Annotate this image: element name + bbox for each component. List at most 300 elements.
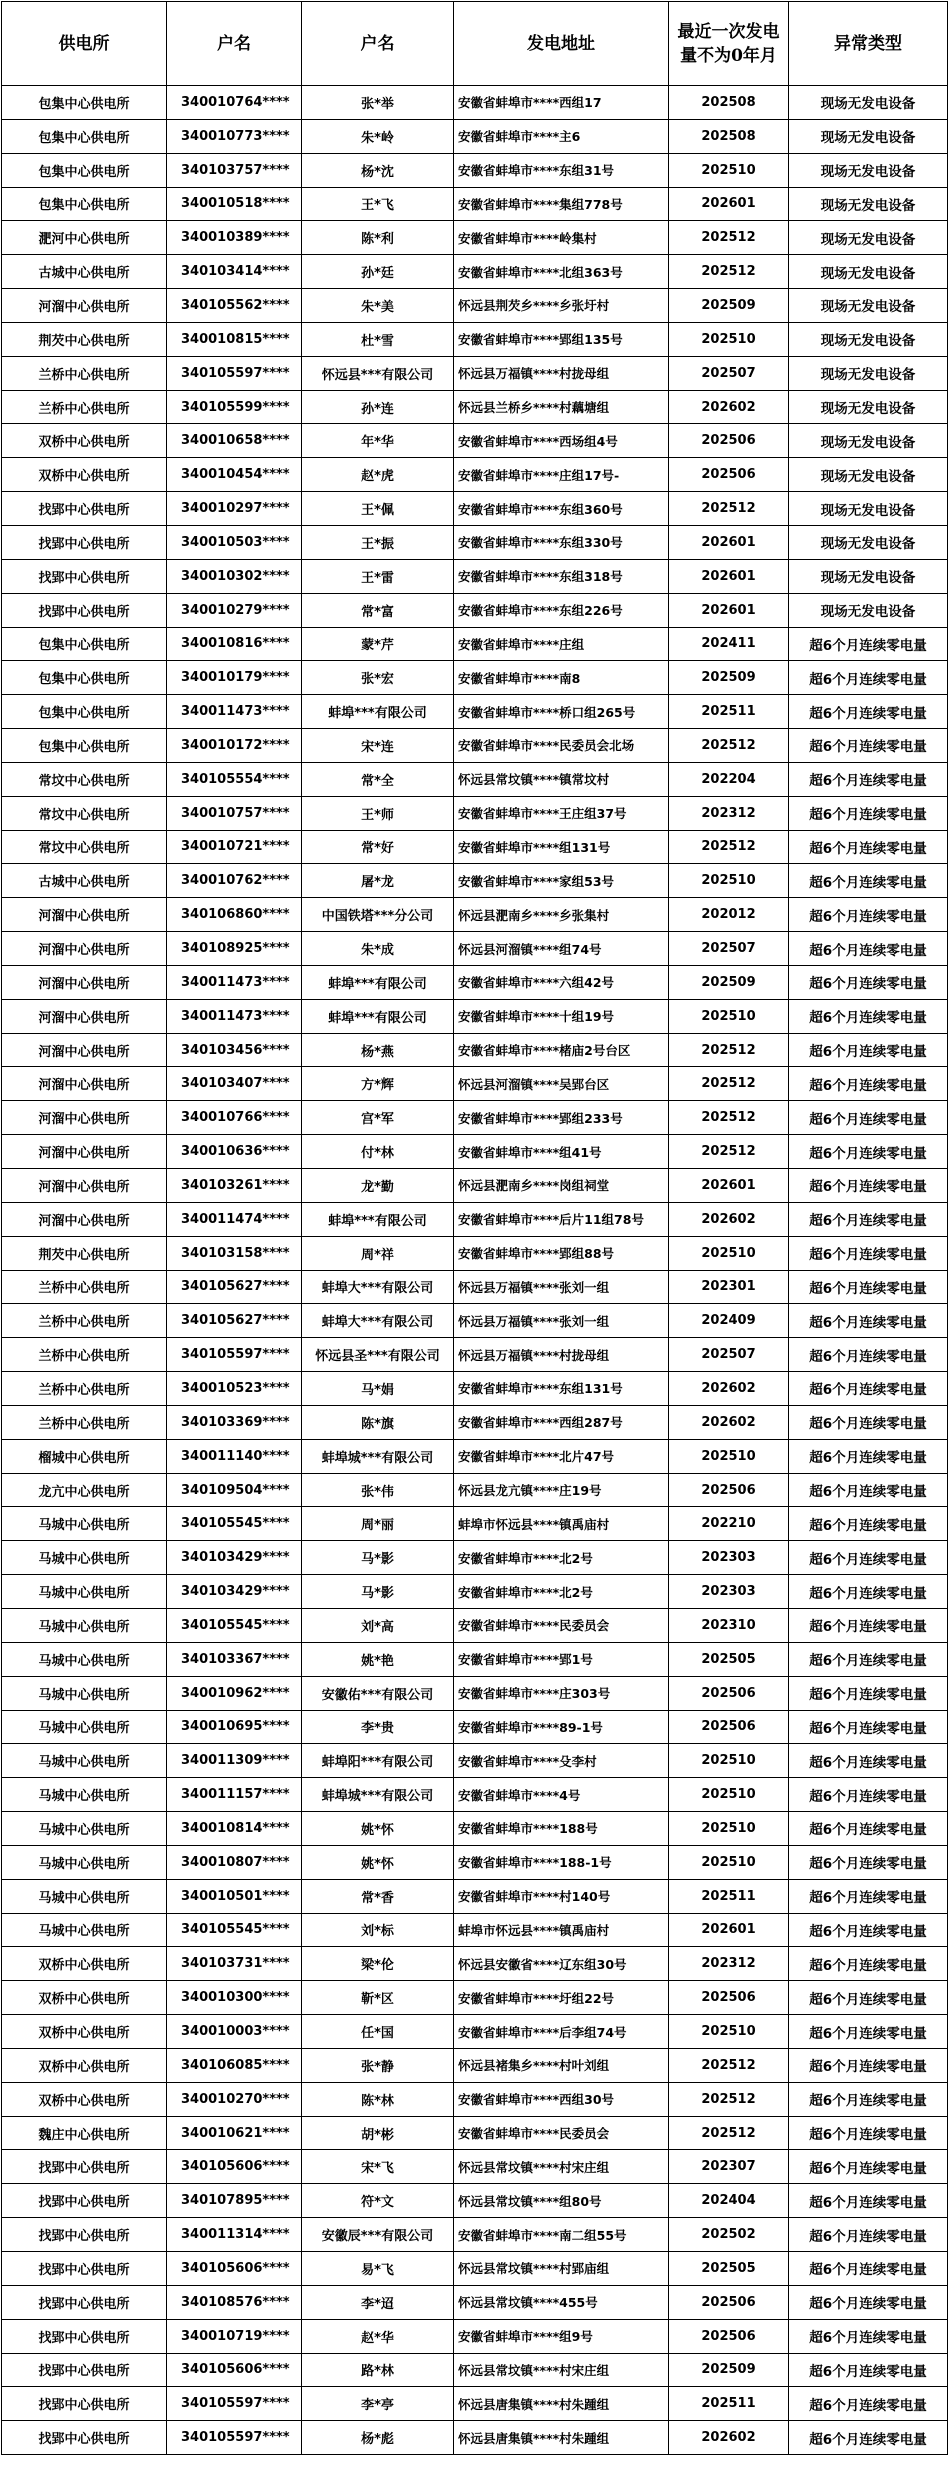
cell-anomaly-type: 现场无发电设备 (789, 559, 948, 593)
cell-generation-address: 安徽省蚌埠市****东组226号 (454, 593, 669, 627)
cell-account-number: 340011140**** (167, 1439, 302, 1473)
cell-anomaly-type: 超6个月连续零电量 (789, 1270, 948, 1304)
table-row (2, 1169, 948, 1203)
cell-supply-station: 马城中心供电所 (2, 1778, 167, 1812)
header-last-nonzero-month: 最近一次发电量不为0年月 (669, 2, 789, 86)
cell-generation-address: 安徽省蚌埠市****东组31号 (454, 153, 669, 187)
table-row (2, 525, 948, 559)
cell-account-name: 年*华 (302, 424, 454, 458)
cell-account-number: 340010815**** (167, 322, 302, 356)
cell-account-name: 李*迢 (302, 2285, 454, 2319)
cell-generation-address: 安徽省蚌埠市****东组131号 (454, 1372, 669, 1406)
cell-anomaly-type: 超6个月连续零电量 (789, 1202, 948, 1236)
table-row (2, 1439, 948, 1473)
cell-last-nonzero-month: 202512 (669, 2082, 789, 2116)
cell-account-name: 陈*旗 (302, 1405, 454, 1439)
table-row (2, 424, 948, 458)
cell-generation-address: 安徽省蚌埠市****主6 (454, 119, 669, 153)
cell-supply-station: 双桥中心供电所 (2, 2082, 167, 2116)
cell-last-nonzero-month: 202511 (669, 695, 789, 729)
cell-supply-station: 双桥中心供电所 (2, 2015, 167, 2049)
table-row (2, 356, 948, 390)
cell-last-nonzero-month: 202505 (669, 2252, 789, 2286)
table-row (2, 2353, 948, 2387)
cell-last-nonzero-month: 202512 (669, 221, 789, 255)
cell-generation-address: 怀远县常坟镇****村宋庄组 (454, 2150, 669, 2184)
cell-supply-station: 兰桥中心供电所 (2, 1372, 167, 1406)
cell-supply-station: 马城中心供电所 (2, 1710, 167, 1744)
table-row (2, 1338, 948, 1372)
header-supply-station: 供电所 (2, 2, 167, 86)
cell-anomaly-type: 现场无发电设备 (789, 424, 948, 458)
cell-account-number: 340105627**** (167, 1304, 302, 1338)
cell-supply-station: 常坟中心供电所 (2, 830, 167, 864)
cell-last-nonzero-month: 202510 (669, 1778, 789, 1812)
cell-generation-address: 怀远县兰桥乡****村藕塘组 (454, 390, 669, 424)
cell-supply-station: 马城中心供电所 (2, 1507, 167, 1541)
cell-last-nonzero-month: 202509 (669, 289, 789, 323)
table-row (2, 2285, 948, 2319)
cell-last-nonzero-month: 202510 (669, 999, 789, 1033)
cell-account-name: 李*亭 (302, 2387, 454, 2421)
cell-account-number: 340010003**** (167, 2015, 302, 2049)
cell-anomaly-type: 超6个月连续零电量 (789, 695, 948, 729)
cell-generation-address: 安徽省蚌埠市****后李组74号 (454, 2015, 669, 2049)
cell-generation-address: 安徽省蚌埠市****北片47号 (454, 1439, 669, 1473)
cell-last-nonzero-month: 202512 (669, 1067, 789, 1101)
cell-supply-station: 包集中心供电所 (2, 119, 167, 153)
table-row (2, 2184, 948, 2218)
cell-generation-address: 安徽省蚌埠市****集组778号 (454, 187, 669, 221)
cell-supply-station: 包集中心供电所 (2, 729, 167, 763)
table-row (2, 1642, 948, 1676)
table-row (2, 695, 948, 729)
cell-last-nonzero-month: 202601 (669, 525, 789, 559)
cell-account-number: 340103414**** (167, 255, 302, 289)
anomaly-table (1, 1, 948, 2455)
cell-account-number: 340010621**** (167, 2116, 302, 2150)
cell-last-nonzero-month: 202512 (669, 1135, 789, 1169)
cell-account-number: 340107895**** (167, 2184, 302, 2218)
cell-supply-station: 找郢中心供电所 (2, 2353, 167, 2387)
cell-account-name: 周*祥 (302, 1236, 454, 1270)
cell-supply-station: 兰桥中心供电所 (2, 356, 167, 390)
cell-generation-address: 怀远县河溜镇****吴郢台区 (454, 1067, 669, 1101)
cell-account-number: 340011314**** (167, 2218, 302, 2252)
cell-account-name: 杨*燕 (302, 1033, 454, 1067)
cell-generation-address: 安徽省蚌埠市****民委员会 (454, 1608, 669, 1642)
cell-generation-address: 怀远县常坟镇****镇常坟村 (454, 762, 669, 796)
table-row (2, 289, 948, 323)
cell-generation-address: 安徽省蚌埠市****家组53号 (454, 864, 669, 898)
cell-account-name: 常*全 (302, 762, 454, 796)
cell-account-number: 340010807**** (167, 1845, 302, 1879)
cell-supply-station: 河溜中心供电所 (2, 1033, 167, 1067)
cell-supply-station: 荆芡中心供电所 (2, 1236, 167, 1270)
cell-supply-station: 马城中心供电所 (2, 1845, 167, 1879)
cell-anomaly-type: 超6个月连续零电量 (789, 661, 948, 695)
cell-supply-station: 河溜中心供电所 (2, 1101, 167, 1135)
cell-account-number: 340105545**** (167, 1913, 302, 1947)
cell-last-nonzero-month: 202601 (669, 593, 789, 627)
cell-account-name: 周*丽 (302, 1507, 454, 1541)
cell-account-number: 340010302**** (167, 559, 302, 593)
cell-generation-address: 安徽省蚌埠市****188-1号 (454, 1845, 669, 1879)
cell-generation-address: 怀远县安徽省****辽东组30号 (454, 1947, 669, 1981)
cell-anomaly-type: 超6个月连续零电量 (789, 1169, 948, 1203)
cell-last-nonzero-month: 202502 (669, 2218, 789, 2252)
cell-anomaly-type: 现场无发电设备 (789, 593, 948, 627)
cell-account-name: 屠*龙 (302, 864, 454, 898)
cell-generation-address: 怀远县万福镇****村拢母组 (454, 1338, 669, 1372)
cell-last-nonzero-month: 202507 (669, 932, 789, 966)
cell-account-number: 340105606**** (167, 2252, 302, 2286)
cell-anomaly-type: 超6个月连续零电量 (789, 1473, 948, 1507)
cell-anomaly-type: 超6个月连续零电量 (789, 1879, 948, 1913)
cell-last-nonzero-month: 202404 (669, 2184, 789, 2218)
cell-anomaly-type: 超6个月连续零电量 (789, 1778, 948, 1812)
cell-last-nonzero-month: 202510 (669, 1236, 789, 1270)
cell-supply-station: 河溜中心供电所 (2, 1067, 167, 1101)
cell-account-name: 蚌埠***有限公司 (302, 999, 454, 1033)
cell-anomaly-type: 超6个月连续零电量 (789, 864, 948, 898)
cell-anomaly-type: 现场无发电设备 (789, 119, 948, 153)
cell-last-nonzero-month: 202512 (669, 1101, 789, 1135)
cell-account-number: 340010179**** (167, 661, 302, 695)
cell-anomaly-type: 超6个月连续零电量 (789, 2285, 948, 2319)
cell-supply-station: 马城中心供电所 (2, 1879, 167, 1913)
cell-generation-address: 安徽省蚌埠市****北2号 (454, 1541, 669, 1575)
cell-account-number: 340105597**** (167, 1338, 302, 1372)
cell-account-name: 朱*美 (302, 289, 454, 323)
cell-supply-station: 河溜中心供电所 (2, 1202, 167, 1236)
cell-supply-station: 找郢中心供电所 (2, 2421, 167, 2455)
cell-generation-address: 怀远县万福镇****张刘一组 (454, 1304, 669, 1338)
cell-generation-address: 怀远县万福镇****村拢母组 (454, 356, 669, 390)
cell-anomaly-type: 超6个月连续零电量 (789, 1676, 948, 1710)
cell-account-number: 340011473**** (167, 965, 302, 999)
cell-account-number: 340103731**** (167, 1947, 302, 1981)
cell-supply-station: 双桥中心供电所 (2, 1981, 167, 2015)
cell-supply-station: 找郢中心供电所 (2, 525, 167, 559)
cell-supply-station: 古城中心供电所 (2, 864, 167, 898)
cell-account-number: 340103429**** (167, 1575, 302, 1609)
cell-generation-address: 安徽省蚌埠市****村140号 (454, 1879, 669, 1913)
cell-account-name: 张*宏 (302, 661, 454, 695)
cell-last-nonzero-month: 202506 (669, 458, 789, 492)
cell-account-number: 340010523**** (167, 1372, 302, 1406)
cell-generation-address: 安徽省蚌埠市****桥口组265号 (454, 695, 669, 729)
cell-supply-station: 河溜中心供电所 (2, 965, 167, 999)
cell-supply-station: 双桥中心供电所 (2, 2048, 167, 2082)
cell-anomaly-type: 超6个月连续零电量 (789, 627, 948, 661)
cell-last-nonzero-month: 202411 (669, 627, 789, 661)
cell-supply-station: 马城中心供电所 (2, 1744, 167, 1778)
cell-supply-station: 常坟中心供电所 (2, 762, 167, 796)
cell-last-nonzero-month: 202602 (669, 2421, 789, 2455)
table-row (2, 627, 948, 661)
table-row (2, 796, 948, 830)
cell-supply-station: 兰桥中心供电所 (2, 1270, 167, 1304)
header-anomaly-type: 异常类型 (789, 2, 948, 86)
cell-last-nonzero-month: 202210 (669, 1507, 789, 1541)
cell-last-nonzero-month: 202510 (669, 2015, 789, 2049)
table-row (2, 2082, 948, 2116)
cell-account-name: 蚌埠***有限公司 (302, 965, 454, 999)
cell-anomaly-type: 超6个月连续零电量 (789, 1338, 948, 1372)
cell-last-nonzero-month: 202507 (669, 1338, 789, 1372)
cell-generation-address: 蚌埠市怀远县****镇禹庙村 (454, 1913, 669, 1947)
cell-account-name: 符*文 (302, 2184, 454, 2218)
table-row (2, 1676, 948, 1710)
cell-account-number: 340011157**** (167, 1778, 302, 1812)
cell-anomaly-type: 超6个月连续零电量 (789, 1913, 948, 1947)
cell-account-name: 马*影 (302, 1541, 454, 1575)
cell-account-name: 朱*岭 (302, 119, 454, 153)
cell-anomaly-type: 超6个月连续零电量 (789, 2218, 948, 2252)
table-row (2, 729, 948, 763)
cell-supply-station: 马城中心供电所 (2, 1676, 167, 1710)
cell-last-nonzero-month: 202601 (669, 1913, 789, 1947)
cell-account-name: 宫*军 (302, 1101, 454, 1135)
header-account-name: 户名 (302, 2, 454, 86)
cell-account-name: 马*娟 (302, 1372, 454, 1406)
cell-supply-station: 找郢中心供电所 (2, 2285, 167, 2319)
cell-last-nonzero-month: 202303 (669, 1575, 789, 1609)
cell-supply-station: 河溜中心供电所 (2, 1135, 167, 1169)
cell-anomaly-type: 现场无发电设备 (789, 221, 948, 255)
cell-account-number: 340103369**** (167, 1405, 302, 1439)
table-row (2, 898, 948, 932)
cell-supply-station: 找郢中心供电所 (2, 492, 167, 526)
cell-account-name: 常*好 (302, 830, 454, 864)
cell-last-nonzero-month: 202512 (669, 2116, 789, 2150)
cell-account-name: 安徽佑***有限公司 (302, 1676, 454, 1710)
cell-last-nonzero-month: 202512 (669, 492, 789, 526)
cell-last-nonzero-month: 202312 (669, 796, 789, 830)
cell-generation-address: 安徽省蚌埠市****庄组 (454, 627, 669, 661)
cell-supply-station: 找郢中心供电所 (2, 2319, 167, 2353)
table-row (2, 2048, 948, 2082)
cell-last-nonzero-month: 202601 (669, 1169, 789, 1203)
cell-generation-address: 安徽省蚌埠市****组131号 (454, 830, 669, 864)
cell-supply-station: 找郢中心供电所 (2, 559, 167, 593)
cell-last-nonzero-month: 202506 (669, 424, 789, 458)
cell-anomaly-type: 超6个月连续零电量 (789, 2082, 948, 2116)
cell-generation-address: 怀远县河溜镇****组74号 (454, 932, 669, 966)
cell-supply-station: 兰桥中心供电所 (2, 390, 167, 424)
cell-anomaly-type: 现场无发电设备 (789, 153, 948, 187)
cell-account-name: 姚*怀 (302, 1845, 454, 1879)
cell-generation-address: 安徽省蚌埠市****89-1号 (454, 1710, 669, 1744)
table-row (2, 1575, 948, 1609)
cell-account-name: 蚌埠大***有限公司 (302, 1270, 454, 1304)
table-row (2, 965, 948, 999)
cell-last-nonzero-month: 202512 (669, 729, 789, 763)
cell-anomaly-type: 超6个月连续零电量 (789, 2184, 948, 2218)
table-row (2, 1608, 948, 1642)
cell-supply-station: 魏庄中心供电所 (2, 2116, 167, 2150)
cell-generation-address: 安徽省蚌埠市****郢1号 (454, 1642, 669, 1676)
cell-anomaly-type: 现场无发电设备 (789, 458, 948, 492)
cell-generation-address: 怀远县龙亢镇****庄19号 (454, 1473, 669, 1507)
cell-last-nonzero-month: 202602 (669, 1202, 789, 1236)
cell-supply-station: 河溜中心供电所 (2, 898, 167, 932)
cell-account-name: 王*师 (302, 796, 454, 830)
cell-anomaly-type: 现场无发电设备 (789, 390, 948, 424)
cell-account-number: 340010757**** (167, 796, 302, 830)
cell-account-name: 蚌埠阳***有限公司 (302, 1744, 454, 1778)
table-row (2, 153, 948, 187)
cell-account-number: 340105597**** (167, 356, 302, 390)
cell-generation-address: 蚌埠市怀远县****镇禹庙村 (454, 1507, 669, 1541)
cell-last-nonzero-month: 202312 (669, 1947, 789, 1981)
cell-last-nonzero-month: 202508 (669, 119, 789, 153)
cell-account-name: 王*佩 (302, 492, 454, 526)
cell-anomaly-type: 超6个月连续零电量 (789, 2015, 948, 2049)
cell-account-number: 340106860**** (167, 898, 302, 932)
cell-last-nonzero-month: 202602 (669, 1372, 789, 1406)
cell-anomaly-type: 超6个月连续零电量 (789, 1947, 948, 1981)
cell-account-name: 李*贵 (302, 1710, 454, 1744)
header-generation-address: 发电地址 (454, 2, 669, 86)
table-row (2, 932, 948, 966)
table-row (2, 1913, 948, 1947)
cell-anomaly-type: 超6个月连续零电量 (789, 898, 948, 932)
cell-account-name: 王*雷 (302, 559, 454, 593)
cell-generation-address: 怀远县荆芡乡****乡张圩村 (454, 289, 669, 323)
cell-account-number: 340010636**** (167, 1135, 302, 1169)
cell-account-number: 340103757**** (167, 153, 302, 187)
cell-account-name: 蚌埠大***有限公司 (302, 1304, 454, 1338)
cell-account-number: 340010270**** (167, 2082, 302, 2116)
cell-last-nonzero-month: 202510 (669, 1812, 789, 1846)
cell-anomaly-type: 超6个月连续零电量 (789, 1101, 948, 1135)
table-row (2, 661, 948, 695)
cell-generation-address: 怀远县常坟镇****455号 (454, 2285, 669, 2319)
cell-account-name: 杨*彪 (302, 2421, 454, 2455)
cell-account-name: 王*飞 (302, 187, 454, 221)
table-row (2, 187, 948, 221)
cell-supply-station: 河溜中心供电所 (2, 999, 167, 1033)
table-row (2, 1744, 948, 1778)
table-row (2, 2319, 948, 2353)
cell-anomaly-type: 超6个月连续零电量 (789, 932, 948, 966)
cell-account-name: 朱*成 (302, 932, 454, 966)
cell-generation-address: 怀远县万福镇****张刘一组 (454, 1270, 669, 1304)
table-row (2, 119, 948, 153)
cell-supply-station: 包集中心供电所 (2, 86, 167, 120)
cell-last-nonzero-month: 202510 (669, 153, 789, 187)
cell-last-nonzero-month: 202512 (669, 2048, 789, 2082)
cell-last-nonzero-month: 202512 (669, 1033, 789, 1067)
cell-generation-address: 安徽省蚌埠市****西组17 (454, 86, 669, 120)
cell-account-number: 340010695**** (167, 1710, 302, 1744)
cell-last-nonzero-month: 202204 (669, 762, 789, 796)
cell-anomaly-type: 超6个月连续零电量 (789, 2421, 948, 2455)
cell-generation-address: 怀远县常坟镇****村郢庙组 (454, 2252, 669, 2286)
cell-last-nonzero-month: 202506 (669, 1473, 789, 1507)
cell-account-number: 340105545**** (167, 1608, 302, 1642)
cell-supply-station: 兰桥中心供电所 (2, 1405, 167, 1439)
cell-anomaly-type: 超6个月连续零电量 (789, 1845, 948, 1879)
cell-account-name: 怀远县***有限公司 (302, 356, 454, 390)
table-row (2, 1879, 948, 1913)
cell-generation-address: 安徽省蚌埠市****楮庙2号台区 (454, 1033, 669, 1067)
cell-supply-station: 双桥中心供电所 (2, 1947, 167, 1981)
table-row (2, 1135, 948, 1169)
cell-last-nonzero-month: 202409 (669, 1304, 789, 1338)
cell-supply-station: 榴城中心供电所 (2, 1439, 167, 1473)
table-row (2, 2116, 948, 2150)
cell-account-name: 宋*飞 (302, 2150, 454, 2184)
table-row (2, 1101, 948, 1135)
table-row (2, 2252, 948, 2286)
table-row (2, 2015, 948, 2049)
cell-anomaly-type: 超6个月连续零电量 (789, 1507, 948, 1541)
cell-account-number: 340011474**** (167, 1202, 302, 1236)
cell-last-nonzero-month: 202508 (669, 86, 789, 120)
cell-account-number: 340010721**** (167, 830, 302, 864)
cell-last-nonzero-month: 202509 (669, 661, 789, 695)
cell-generation-address: 安徽省蚌埠市****北组363号 (454, 255, 669, 289)
cell-anomaly-type: 超6个月连续零电量 (789, 830, 948, 864)
table-row (2, 458, 948, 492)
cell-account-name: 常*香 (302, 1879, 454, 1913)
cell-account-number: 340103456**** (167, 1033, 302, 1067)
cell-account-number: 340010297**** (167, 492, 302, 526)
cell-supply-station: 包集中心供电所 (2, 187, 167, 221)
cell-anomaly-type: 现场无发电设备 (789, 86, 948, 120)
cell-generation-address: 安徽省蚌埠市****郢组135号 (454, 322, 669, 356)
cell-account-number: 340103429**** (167, 1541, 302, 1575)
cell-last-nonzero-month: 202506 (669, 2319, 789, 2353)
cell-generation-address: 安徽省蚌埠市****南二组55号 (454, 2218, 669, 2252)
cell-last-nonzero-month: 202511 (669, 2387, 789, 2421)
cell-anomaly-type: 超6个月连续零电量 (789, 729, 948, 763)
cell-account-name: 刘*标 (302, 1913, 454, 1947)
table-row (2, 830, 948, 864)
cell-last-nonzero-month: 202512 (669, 830, 789, 864)
cell-account-number: 340010764**** (167, 86, 302, 120)
cell-account-name: 张*举 (302, 86, 454, 120)
cell-generation-address: 安徽省蚌埠市****圩组22号 (454, 1981, 669, 2015)
cell-generation-address: 安徽省蚌埠市****4号 (454, 1778, 669, 1812)
cell-account-number: 340105545**** (167, 1507, 302, 1541)
cell-account-name: 孙*连 (302, 390, 454, 424)
cell-account-number: 340010814**** (167, 1812, 302, 1846)
cell-last-nonzero-month: 202506 (669, 1676, 789, 1710)
cell-account-name: 宋*连 (302, 729, 454, 763)
cell-anomaly-type: 超6个月连续零电量 (789, 2116, 948, 2150)
cell-generation-address: 怀远县常坟镇****村宋庄组 (454, 2353, 669, 2387)
cell-anomaly-type: 超6个月连续零电量 (789, 2319, 948, 2353)
cell-generation-address: 安徽省蚌埠市****东组360号 (454, 492, 669, 526)
table-row (2, 2421, 948, 2455)
cell-generation-address: 安徽省蚌埠市****十组19号 (454, 999, 669, 1033)
cell-anomaly-type: 超6个月连续零电量 (789, 1575, 948, 1609)
cell-account-name: 张*伟 (302, 1473, 454, 1507)
cell-account-name: 安徽辰***有限公司 (302, 2218, 454, 2252)
cell-anomaly-type: 超6个月连续零电量 (789, 2353, 948, 2387)
table-row (2, 390, 948, 424)
cell-supply-station: 找郢中心供电所 (2, 593, 167, 627)
cell-generation-address: 怀远县淝南乡****乡张集村 (454, 898, 669, 932)
table-row (2, 1270, 948, 1304)
cell-supply-station: 包集中心供电所 (2, 153, 167, 187)
cell-account-number: 340105627**** (167, 1270, 302, 1304)
cell-supply-station: 马城中心供电所 (2, 1575, 167, 1609)
